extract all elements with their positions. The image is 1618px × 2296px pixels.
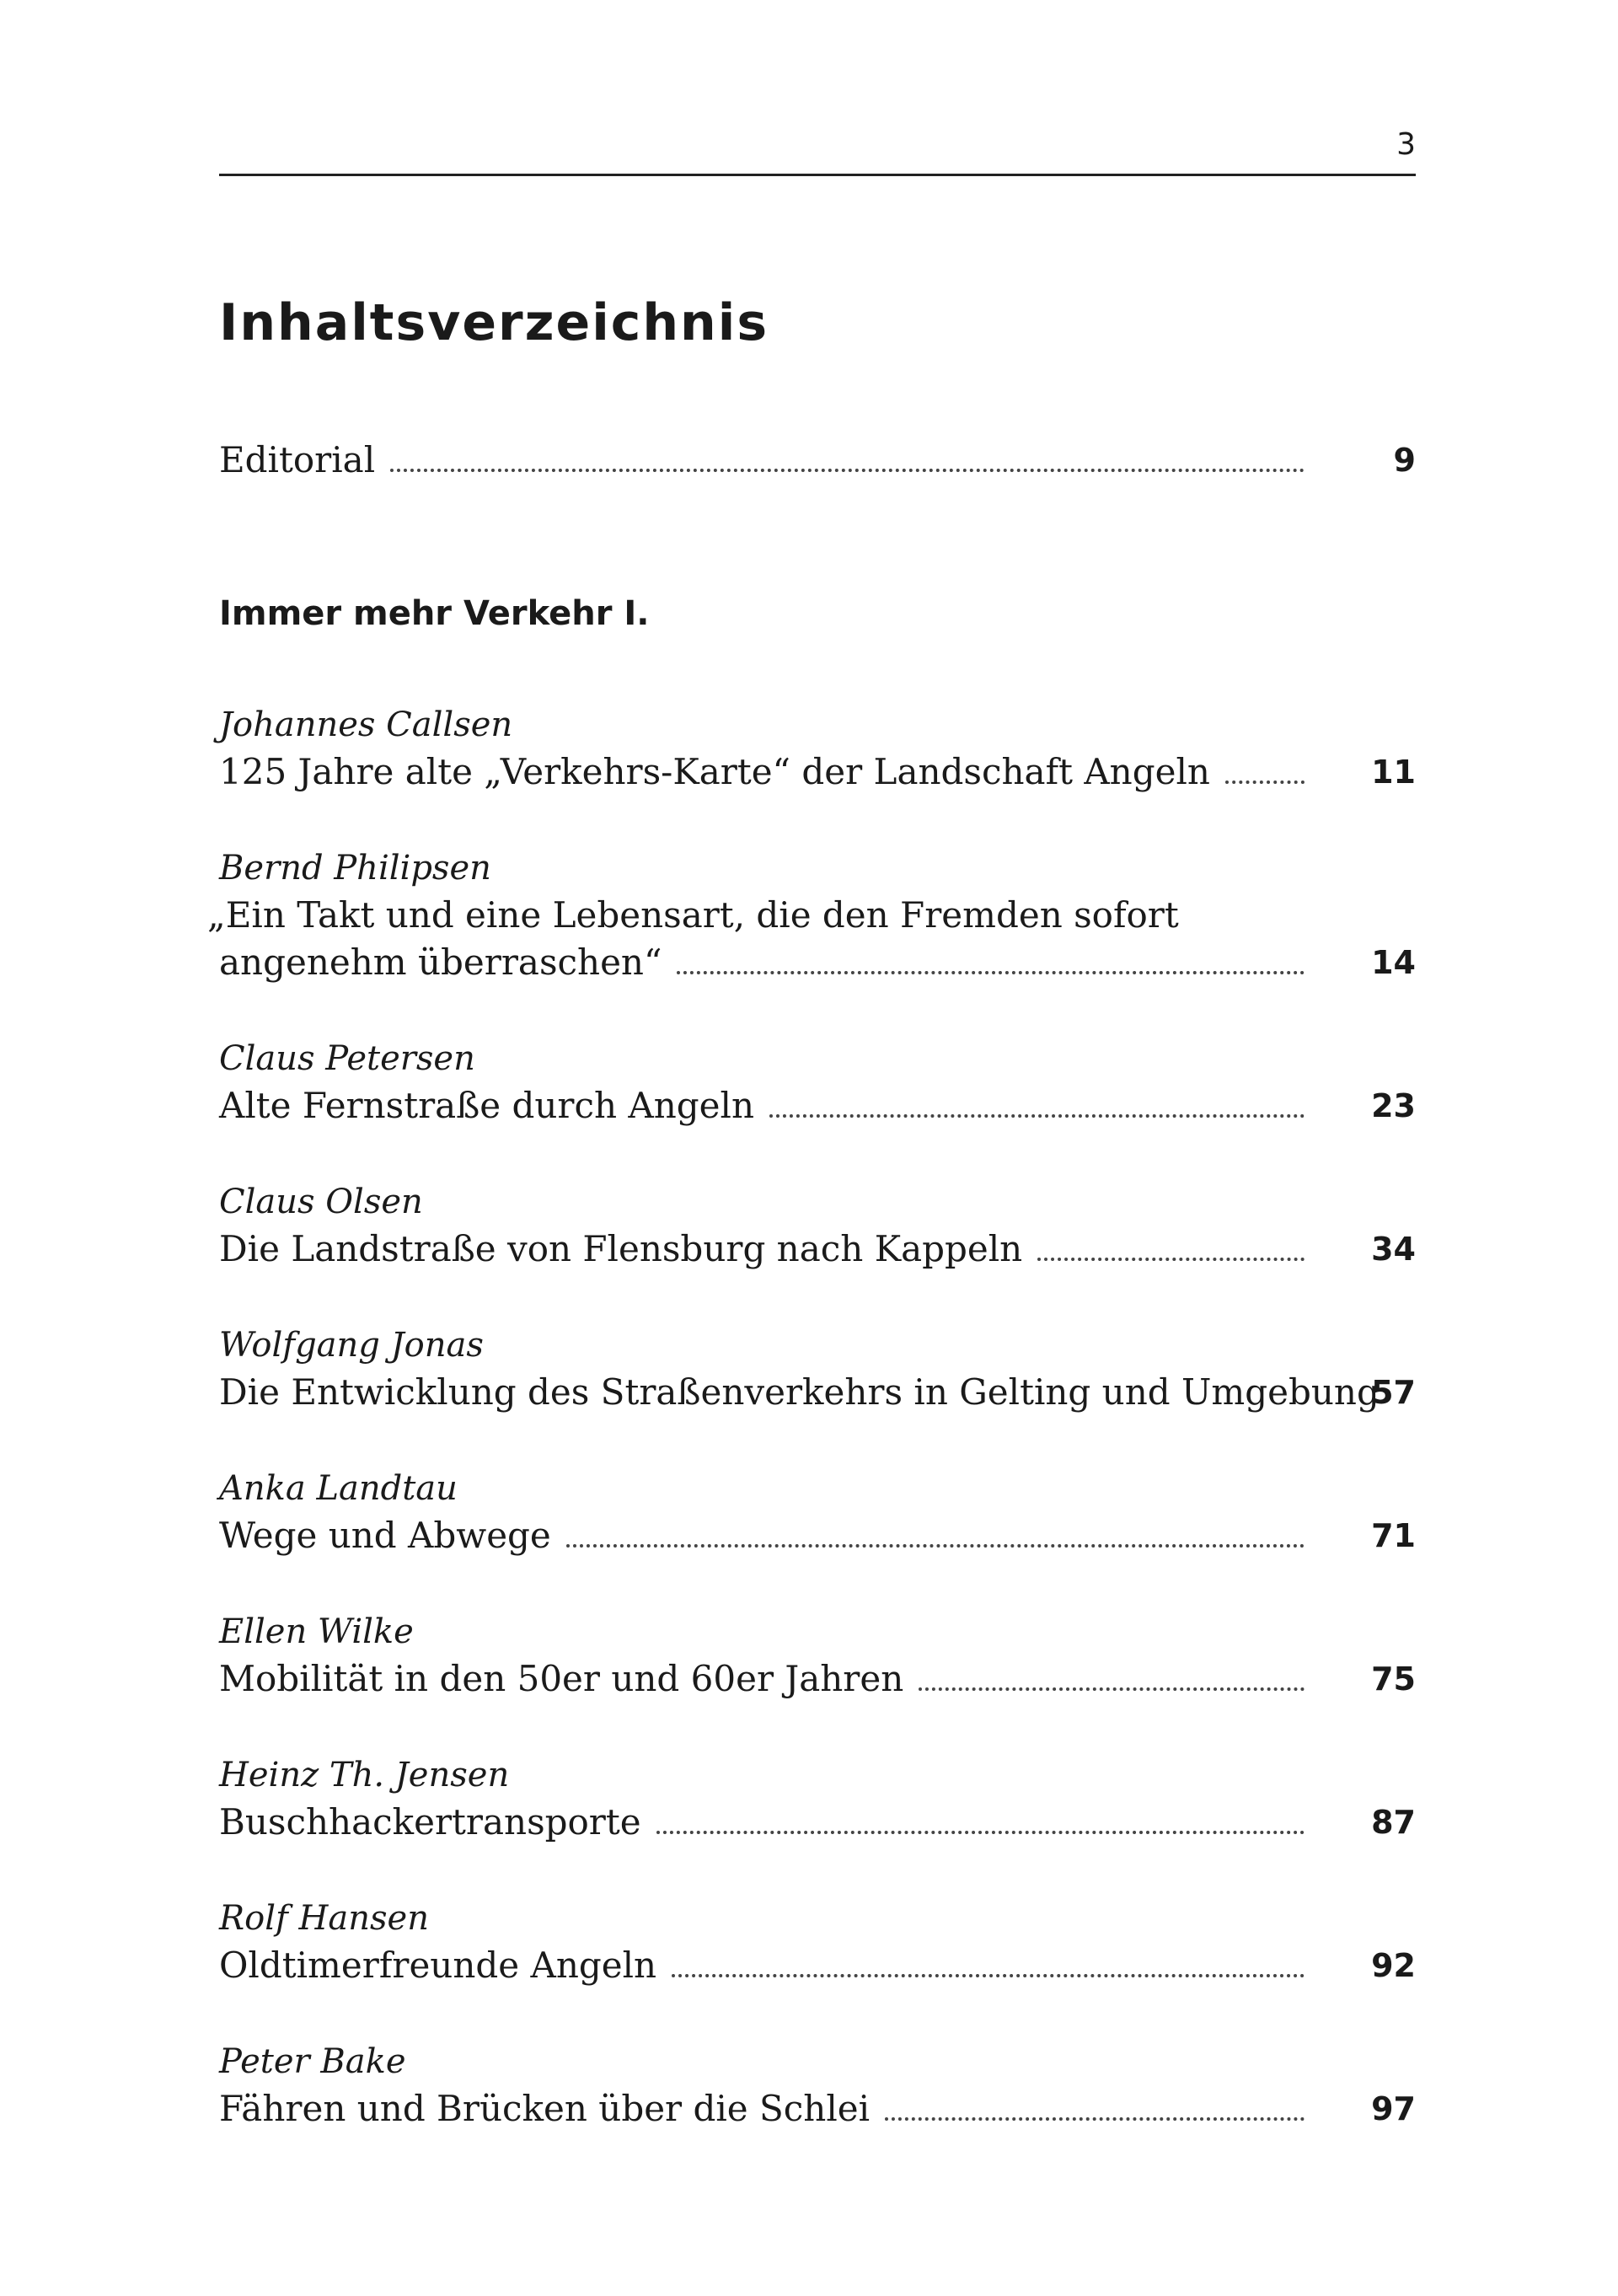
dot-leader xyxy=(677,971,1305,974)
toc-author: Ellen Wilke xyxy=(219,1612,414,1651)
toc-entry[interactable] xyxy=(219,1369,1416,1416)
toc-page-number: 71 xyxy=(1371,1517,1416,1554)
toc-entry[interactable] xyxy=(219,748,1416,796)
dot-leader xyxy=(769,1114,1305,1118)
page-title: Inhaltsverzeichnis xyxy=(219,293,769,352)
toc-page-number: 11 xyxy=(1371,754,1416,791)
dot-leader xyxy=(919,1687,1305,1691)
dot-leader xyxy=(1225,781,1305,784)
toc-entry[interactable] xyxy=(219,1942,1416,1989)
toc-entry-title: Die Entwicklung des Straßenverkehrs in Gelting und Umgebung xyxy=(219,1371,1380,1413)
toc-entry[interactable] xyxy=(219,1512,1416,1559)
toc-entry-title: Oldtimerfreunde Angeln xyxy=(219,1945,657,1986)
toc-entry-title: Buschhackertransporte xyxy=(219,1801,641,1843)
toc-entry-title: angenehm überraschen“ xyxy=(219,941,662,983)
toc-page-number: 14 xyxy=(1371,944,1416,981)
toc-author: Claus Olsen xyxy=(219,1183,423,1221)
dot-leader xyxy=(656,1831,1305,1834)
toc-entry[interactable] xyxy=(219,1799,1416,1846)
toc-entry-title: Wege und Abwege xyxy=(219,1515,551,1556)
toc-entry[interactable] xyxy=(219,2085,1416,2132)
toc-entry[interactable] xyxy=(219,939,1416,986)
dot-leader xyxy=(566,1544,1305,1548)
toc-entry[interactable] xyxy=(219,1226,1416,1273)
toc-entry-editorial[interactable] xyxy=(219,437,1416,484)
toc-author: Claus Petersen xyxy=(219,1039,475,1078)
header-rule xyxy=(219,174,1416,176)
toc-author: Rolf Hansen xyxy=(219,1899,429,1938)
toc-page-number: 97 xyxy=(1371,2090,1416,2127)
toc-page-number: 75 xyxy=(1371,1660,1416,1698)
dot-leader xyxy=(1037,1258,1305,1261)
toc-author: Bernd Philipsen xyxy=(219,849,491,888)
page-number: 3 xyxy=(1396,127,1416,162)
toc-author: Anka Landtau xyxy=(219,1469,458,1508)
toc-page-number: 87 xyxy=(1371,1804,1416,1841)
toc-author: Johannes Callsen xyxy=(219,705,513,744)
toc-entry-title-line: „Ein Takt und eine Lebensart, die den Fremden sofort xyxy=(207,894,1179,936)
toc-author: Heinz Th. Jensen xyxy=(219,1756,510,1794)
dot-leader xyxy=(390,469,1305,472)
toc-entry-title: 125 Jahre alte „Verkehrs-Karte“ der Landschaft Angeln xyxy=(219,751,1210,792)
toc-page-number: 92 xyxy=(1371,1947,1416,1984)
toc-entry[interactable] xyxy=(219,1082,1416,1129)
toc-page-number: 34 xyxy=(1371,1231,1416,1268)
dot-leader xyxy=(885,2117,1305,2121)
toc-entry-title: Fähren und Brücken über die Schlei xyxy=(219,2088,871,2129)
toc-entry-title: Mobilität in den 50er und 60er Jahren xyxy=(219,1658,904,1699)
toc-page-number: 23 xyxy=(1371,1087,1416,1124)
dot-leader xyxy=(672,1974,1305,1977)
toc-entry-title: Editorial xyxy=(219,439,376,480)
toc-page-number: 9 xyxy=(1393,442,1416,479)
toc-entry-title: Alte Fernstraße durch Angeln xyxy=(219,1085,755,1126)
toc-entry-title: Die Landstraße von Flensburg nach Kappeln xyxy=(219,1228,1023,1269)
toc-author: Wolfgang Jonas xyxy=(219,1326,484,1365)
toc-page-number: 57 xyxy=(1371,1374,1416,1411)
toc-author: Peter Bake xyxy=(219,2042,406,2081)
toc-entry[interactable] xyxy=(219,1655,1416,1703)
section-heading: Immer mehr Verkehr I. xyxy=(219,594,650,633)
